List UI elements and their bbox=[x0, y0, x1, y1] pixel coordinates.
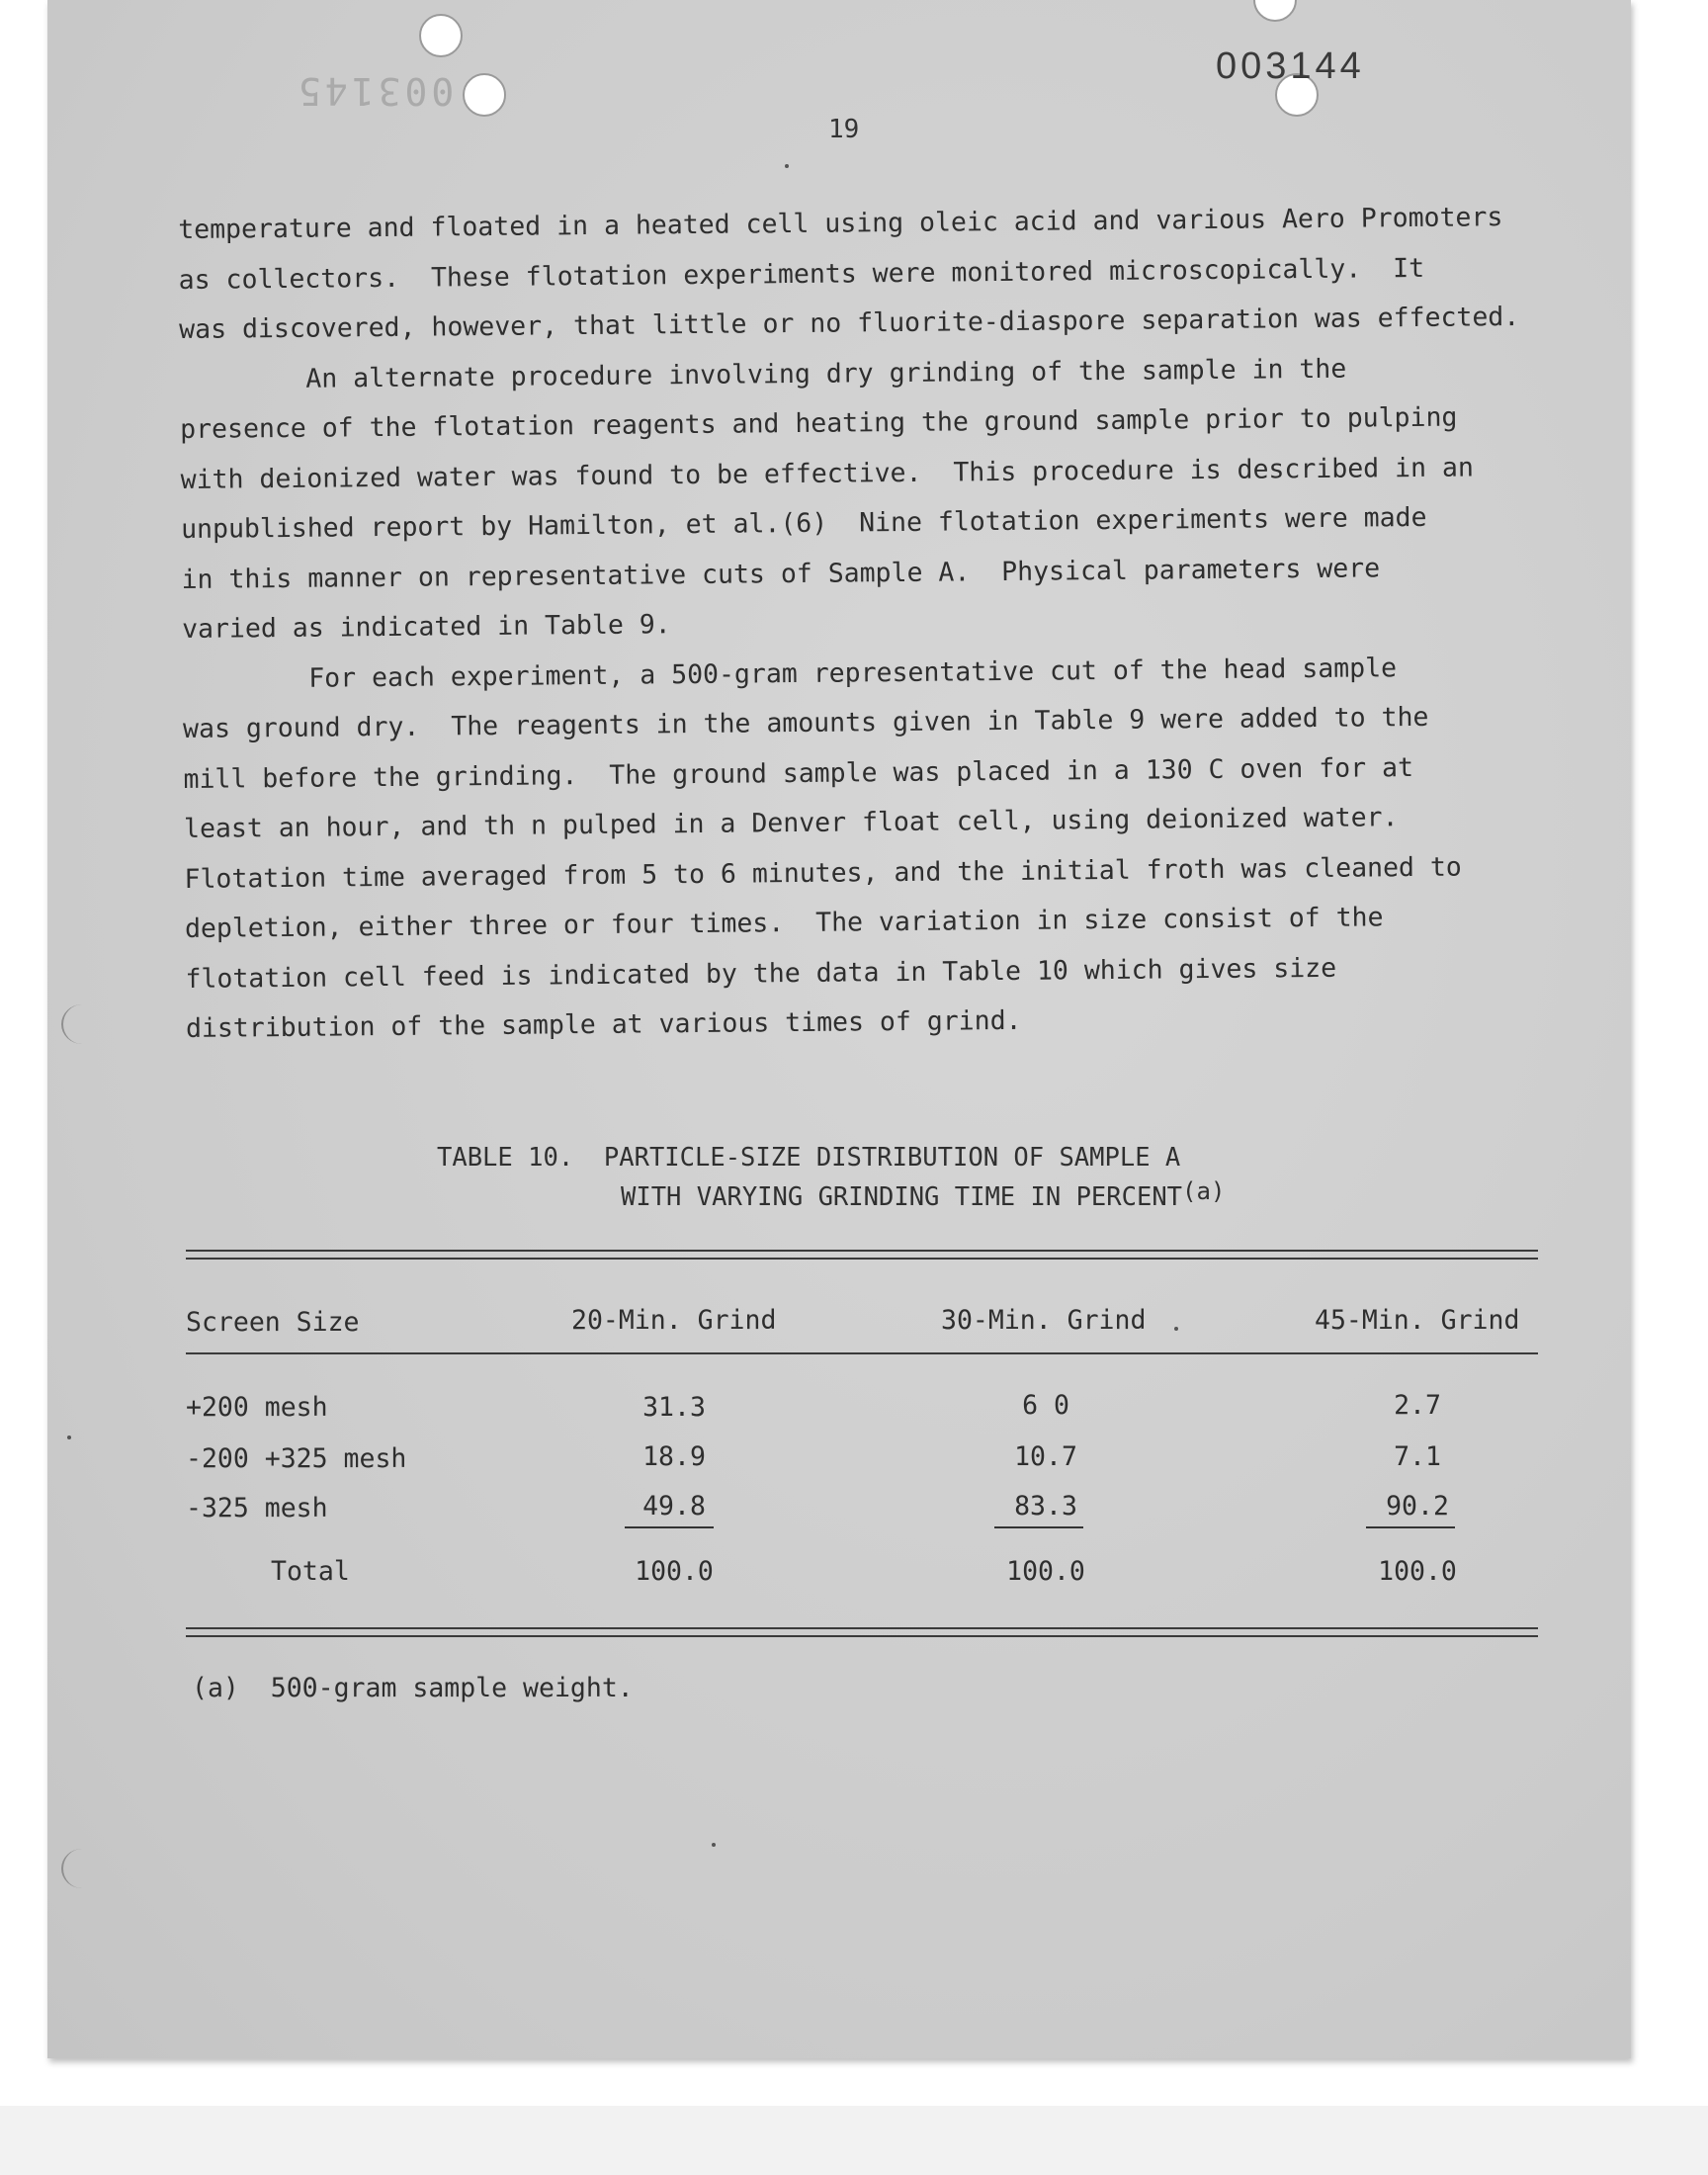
column-header: 30-Min. Grind bbox=[941, 1305, 1147, 1336]
table-title bbox=[437, 1141, 1225, 1214]
column-header: 20-Min. Grind bbox=[571, 1305, 777, 1336]
column-header: Screen Size bbox=[186, 1307, 360, 1338]
column-total-underline bbox=[1366, 1526, 1455, 1528]
document-number-stamp: 003144 bbox=[1216, 45, 1365, 87]
bleed-through-number: 003145 bbox=[295, 69, 455, 113]
scanned-page bbox=[47, 0, 1631, 2058]
total-cell: 100.0 bbox=[1006, 1556, 1085, 1587]
paragraph: temperature and floated in a heated cell using oleic acid and various Aero Promoters as collectors. These flotation experiments were monitored microscopically. It was discovered, however, that little or no fluorite-diaspore separation was effected. bbox=[178, 202, 1520, 345]
column-header: 45-Min. Grind bbox=[1315, 1305, 1520, 1336]
table-cell: 49.8 bbox=[642, 1491, 706, 1522]
page-curl-mark bbox=[61, 1004, 103, 1044]
table-cell: 7.1 bbox=[1394, 1441, 1441, 1472]
paragraph: For each experiment, a 500-gram representative cut of the head sample was ground dry. The reagents in the amounts given in Table 9 were added to the mill before the grinding. The ground sample was placed in a 130 C oven for at least an hour, and th n pulped in a Denver float cell, using deionized water. Flotation time averaged from 5 to 6 minutes, and the initial froth was cleaned to depletion, either three or four times. The variation in size consist of the flotation cell feed is indicated by the data in Table 10 which gives size distribution of the sample at various times of grind. bbox=[182, 652, 1462, 1044]
table-bottom-rule bbox=[186, 1635, 1538, 1637]
scan-speck bbox=[1174, 1327, 1178, 1331]
table-footnote: (a) 500-gram sample weight. bbox=[192, 1673, 634, 1703]
paragraph: An alternate procedure involving dry grinding of the sample in the presence of the flotation reagents and heating the ground sample prior to pulping with deionized water was found to be effective. This procedure is described in an unpublished report by Hamilton, et al.(6) Nine flotation experiments were made in this manner on representative cuts of Sample A. Physical parameters were varied as indicated in Table 9. bbox=[179, 353, 1475, 645]
total-cell: 100.0 bbox=[1378, 1556, 1457, 1587]
table-cell: 31.3 bbox=[642, 1392, 706, 1423]
scan-speck bbox=[67, 1436, 71, 1439]
table-cell: 90.2 bbox=[1386, 1491, 1449, 1522]
scan-speck bbox=[712, 1843, 716, 1847]
column-total-underline bbox=[625, 1526, 714, 1528]
background-margin bbox=[0, 2106, 1708, 2175]
table-title-footnote-mark: (a) bbox=[1182, 1177, 1226, 1205]
row-label: +200 mesh bbox=[186, 1392, 328, 1423]
page-number: 19 bbox=[828, 115, 860, 144]
table-label: TABLE 10. bbox=[437, 1143, 574, 1173]
page-curl-mark bbox=[61, 1849, 103, 1888]
table-top-rule bbox=[186, 1258, 1538, 1260]
row-label: -325 mesh bbox=[186, 1493, 328, 1523]
punch-hole bbox=[1253, 0, 1297, 22]
table-cell: 18.9 bbox=[642, 1441, 706, 1472]
table-title-line2: WITH VARYING GRINDING TIME IN PERCENT bbox=[621, 1182, 1183, 1212]
table-cell: 83.3 bbox=[1014, 1491, 1077, 1522]
table-cell: 10.7 bbox=[1014, 1441, 1077, 1472]
table-bottom-rule bbox=[186, 1627, 1538, 1629]
scan-speck bbox=[785, 164, 789, 168]
body-text bbox=[178, 192, 1629, 1054]
total-label: Total bbox=[271, 1556, 350, 1587]
table-title-line1: PARTICLE-SIZE DISTRIBUTION OF SAMPLE A bbox=[603, 1143, 1181, 1173]
table-top-rule bbox=[186, 1250, 1538, 1252]
punch-hole bbox=[463, 73, 506, 117]
header-rule bbox=[186, 1352, 1538, 1354]
row-label: -200 +325 mesh bbox=[186, 1443, 407, 1474]
table-cell: 6 0 bbox=[1022, 1390, 1069, 1421]
total-cell: 100.0 bbox=[635, 1556, 714, 1587]
table-cell: 2.7 bbox=[1394, 1390, 1441, 1421]
column-total-underline bbox=[994, 1526, 1083, 1528]
punch-hole bbox=[419, 14, 463, 57]
